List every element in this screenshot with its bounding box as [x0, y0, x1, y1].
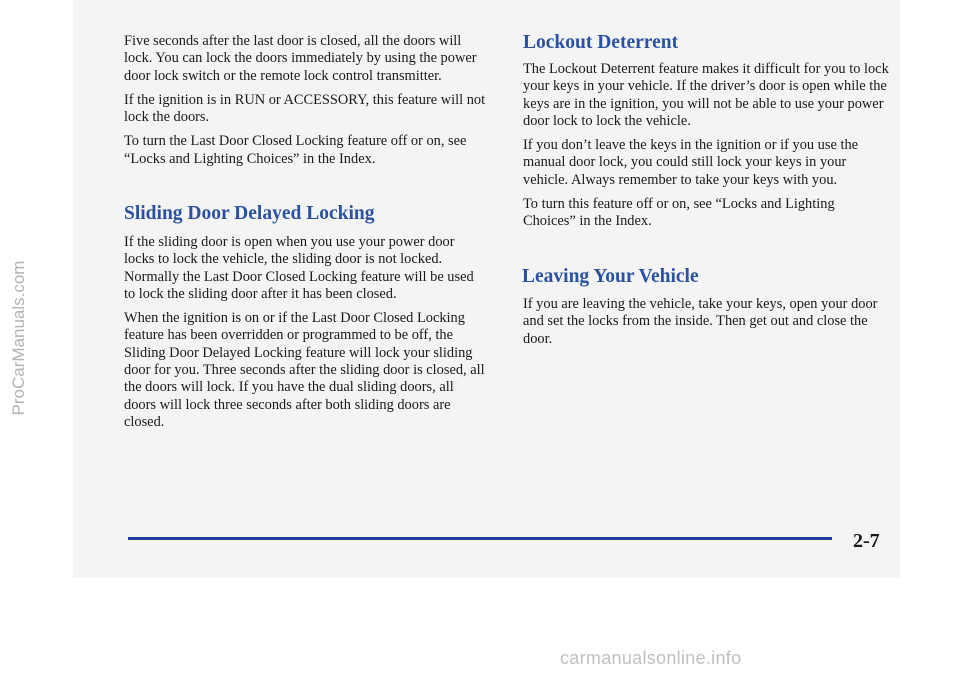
footer-watermark: carmanualsonline.info — [560, 648, 742, 668]
left-column-sliding — [124, 234, 488, 438]
paragraph: Five seconds after the last door is closed, all the doors will lock. You can lock the doors immediately by using the power door lock switch or the remote lock control transmitter. — [124, 33, 477, 84]
right-column-leaving — [523, 296, 889, 355]
paragraph: The Lockout Deterrent feature makes it difficult for you to lock your keys in your vehicle. If the driver’s door is open while the keys are in the ignition, you will not be able to use your power door lock to lock the vehicle. — [523, 61, 889, 129]
section-heading-leaving-vehicle: Leaving Your Vehicle — [522, 266, 699, 287]
page-number: 2-7 — [853, 530, 880, 552]
paragraph: To turn the Last Door Closed Locking feature off or on, see “Locks and Lighting Choices” in the Index. — [124, 133, 467, 167]
paragraph: To turn this feature off or on, see “Locks and Lighting Choices” in the Index. — [523, 196, 835, 230]
section-heading-sliding-door: Sliding Door Delayed Locking — [124, 203, 375, 224]
paragraph: If you don’t leave the keys in the ignition or if you use the manual door lock, you could still lock your keys in your vehicle. Always remember to take your keys with you. — [523, 137, 859, 188]
side-watermark — [4, 0, 34, 675]
paragraph: If you are leaving the vehicle, take your keys, open your door and set the locks from the inside. Then get out and close the door. — [523, 296, 878, 347]
paragraph: If the ignition is in RUN or ACCESSORY, this feature will not lock the doors. — [124, 91, 486, 126]
paragraph: If the sliding door is open when you use your power door locks to lock the vehicle, the sliding door is not locked. Normally the Last Door Closed Locking feature will be used to lock the sliding door after it has been closed. — [124, 234, 474, 302]
side-watermark-text: ProCarManuals.com — [9, 260, 28, 415]
footer-rule — [128, 537, 832, 540]
paragraph: When the ignition is on or if the Last Door Closed Locking feature has been overridden or programmed to be off, the Sliding Door Delayed Locking feature will lock your sliding door for you. Three seconds after the sliding door is closed, all the doors will lock. If you have the dual sliding doors, all doors will lock three seconds after both sliding doors are closed. — [124, 310, 485, 430]
section-heading-lockout-deterrent: Lockout Deterrent — [523, 32, 679, 53]
right-column-lockout — [523, 61, 889, 238]
left-column-intro — [124, 33, 488, 175]
